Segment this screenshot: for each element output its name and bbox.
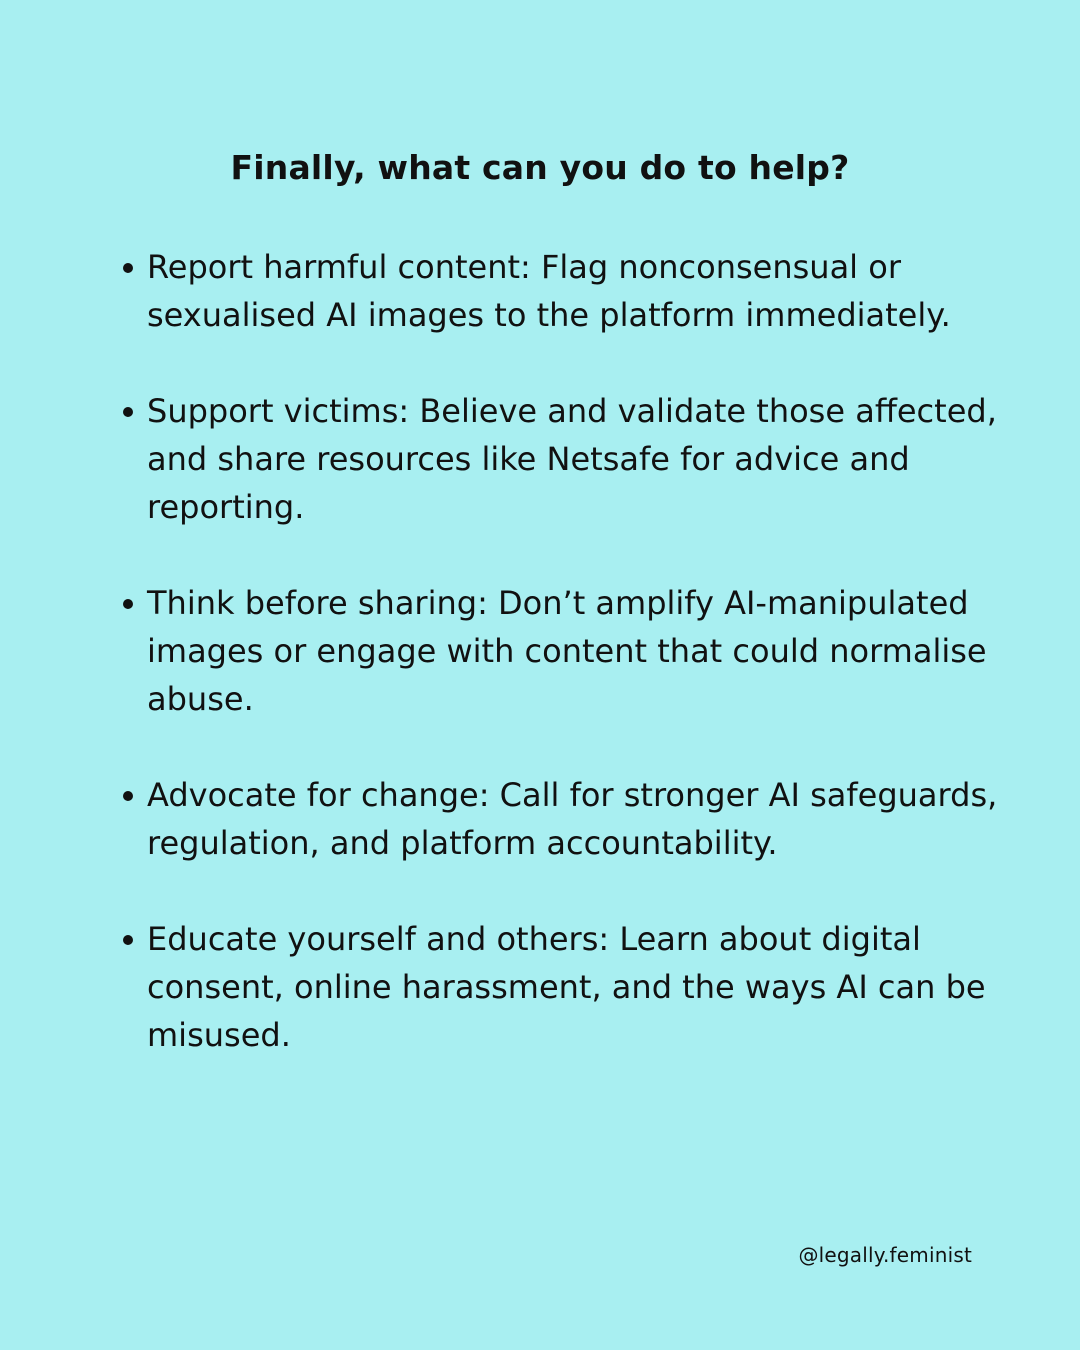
list-item-text: Support victims: Believe and validate those affected, and share resources like Netsafe for advice and reporting. <box>147 392 997 526</box>
list-item <box>120 387 1020 531</box>
bullet-icon <box>123 935 133 945</box>
bullet-icon <box>123 407 133 417</box>
list-item <box>120 915 1020 1059</box>
list-item-text: Educate yourself and others: Learn about digital consent, online harassment, and the ways AI can be misused. <box>147 920 986 1054</box>
list-item <box>120 243 1020 339</box>
bullet-icon <box>123 599 133 609</box>
list-item-text: Think before sharing: Don’t amplify AI-manipulated images or engage with content that could normalise abuse. <box>147 584 987 718</box>
action-list <box>120 243 1020 1107</box>
list-item-text: Report harmful content: Flag nonconsensual or sexualised AI images to the platform immediately. <box>147 248 951 334</box>
bullet-icon <box>123 791 133 801</box>
account-handle: @legally.feminist <box>798 1243 972 1267</box>
page-title: Finally, what can you do to help? <box>230 148 850 187</box>
list-item <box>120 579 1020 723</box>
list-item-text: Advocate for change: Call for stronger AI safeguards, regulation, and platform accountability. <box>147 776 998 862</box>
list-item <box>120 771 1020 867</box>
bullet-icon <box>123 263 133 273</box>
